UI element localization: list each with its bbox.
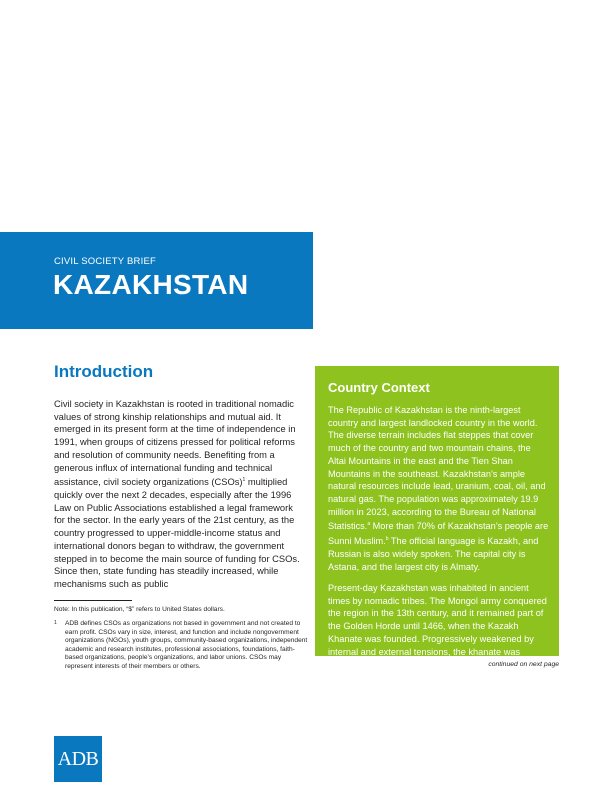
country-context-paragraph-2: Present-day Kazakhstan was inhabited in ancient times by nomadic tribes. The Mongol army conquered the region in the 13th century, and it remained part of the Golden Horde until 1466, when the Kazakh Khanate was founded. Progressively weakened by internal and external tensions, the khanate was incorporated into the	[328, 583, 547, 670]
footnote-text: ADB defines CSOs as organizations not based in government and not created to earn profit. CSOs vary in size, interest, and function and include nongovernment organizations (NGOs), youth groups, community-based organizations, independent academic and research institutes, professional associations, foundations, faith-based organizations, people’s organizations, and labor unions. CSOs may represent interests of their members or others.	[65, 620, 308, 670]
footnote-number: 1	[54, 620, 57, 626]
footnote	[54, 620, 309, 672]
context-text-part3: The official language is Kazakh, and Russian is also widely spoken. The capital city is Astana, and the largest city is Almaty.	[328, 536, 539, 572]
introduction-text-part1: Civil society in Kazakhstan is rooted in traditional nomadic values of strong kinship relationships and mutual aid. It emerged in its present form at the time of independence in 1991, when groups of citizens pressed for political reforms and resolution of community needs. Benefiting from a generous influx of international funding and technical assistance, civil society organizations (CSOs)	[54, 399, 296, 488]
context-text-part2: More than 70% of Kazakhstan’s people are Sunni Muslim.	[328, 521, 549, 547]
introduction-heading: Introduction	[54, 362, 154, 381]
currency-note: Note: In this publication, “$” refers to United States dollars.	[54, 606, 225, 613]
title-banner	[0, 232, 313, 329]
introduction-text-part2: multiplied quickly over the next 2 decades, especially after the 1996 Law on Public Associations established a legal framework for the sector. In the early years of the 21st century, as the country progressed to upper-middle-income status and international donors began to withdraw, the government stepped in to become the main source of funding for CSOs. Since then, state funding has steadily increased, while mechanisms such as public	[54, 477, 300, 589]
country-context-paragraph-1	[328, 404, 550, 573]
adb-logo: ADB	[54, 736, 102, 782]
context-text-part1: The Republic of Kazakhstan is the ninth-largest country and largest landlocked country in the world. The diverse terrain includes flat steppes that cover much of the country and two mountain chains, the Altai Mountains in the east and the Tien Shan Mountains in the southeast. Kazakhstan’s ample natural resources include lead, uranium, coal, oil, and natural gas. The population was approximately 19.9 million in 2023, according to the Bureau of National Statistics.	[328, 405, 546, 532]
introduction-body	[54, 398, 304, 591]
reference-b: b	[385, 536, 389, 543]
country-title: KAZAKHSTAN	[53, 269, 249, 300]
country-context-heading: Country Context	[328, 380, 430, 395]
footnote-reference: 1	[242, 477, 246, 484]
brief-type-label: CIVIL SOCIETY BRIEF	[54, 256, 156, 267]
footnote-divider	[54, 600, 132, 601]
continued-label: continued on next page	[488, 661, 559, 668]
reference-a: a	[367, 521, 371, 528]
